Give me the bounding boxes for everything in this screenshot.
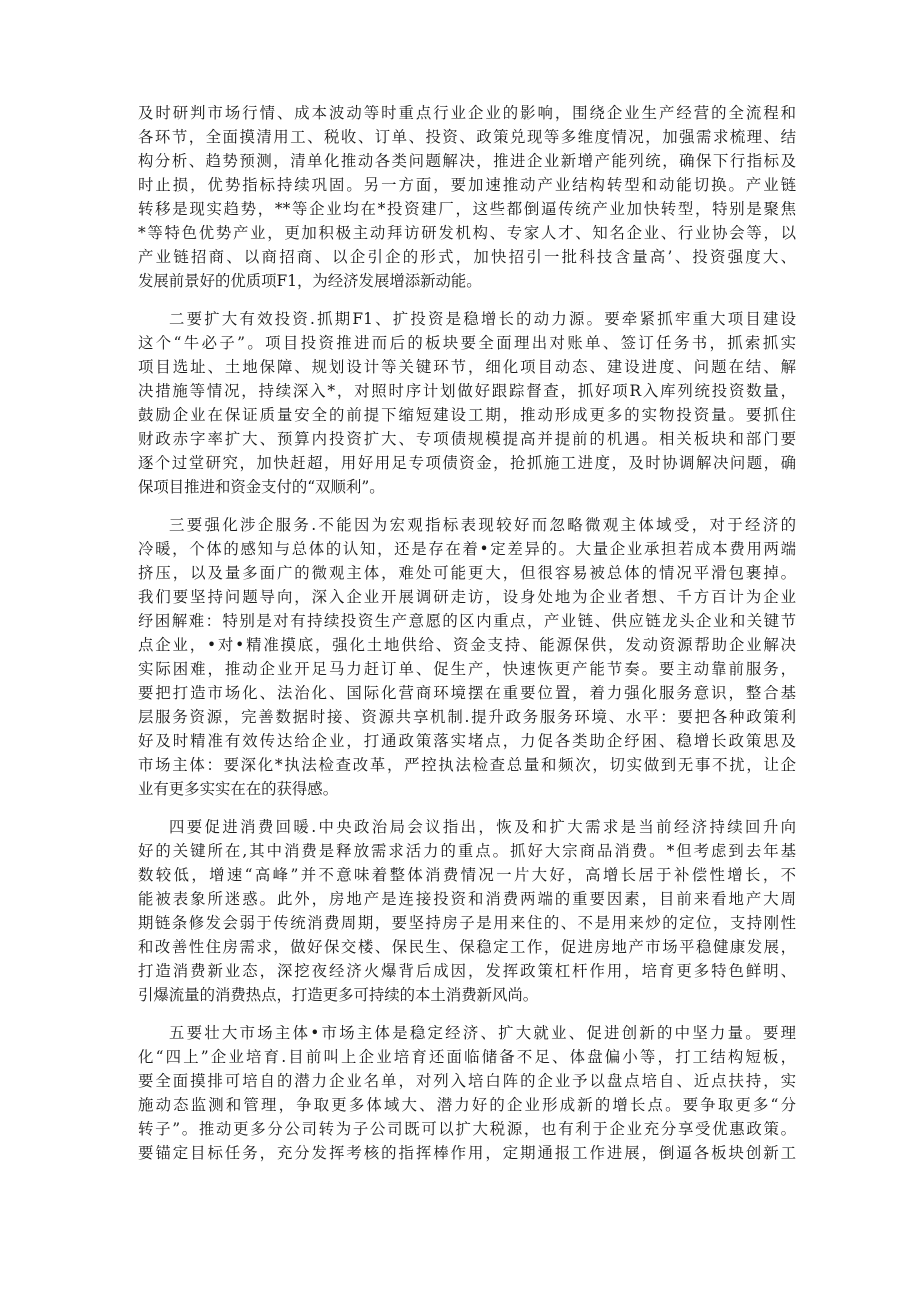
text-line: 冷暖，个体的感知与总体的认知，还是存在着•定差异的。大量企业承担若成本费用两端	[138, 540, 796, 558]
text-line: 项目选址、土地保障、规划设计等关键环节，细化项目动态、建设进度、问题在结、解	[138, 358, 796, 376]
text-line: 市场主体：要深化*执法检查改革，严控执法检查总量和频次，切实做到无事不扰，让企	[138, 756, 796, 774]
text-line: 及时研判市场行情、成本波动等时重点行业企业的影响，围绕企业生产经营的全流程和	[138, 104, 796, 122]
text-line: 施动态监测和管理，争取更多体域大、潜力好的企业形成新的增长点。要争取更多“分	[138, 1096, 796, 1114]
text-line: 能被表象所迷惑。此外，房地产是连接投资和消费两端的重要因素，目前来看地产大周	[138, 890, 796, 908]
text-line: 业有更多实实在在的获得感。	[138, 780, 339, 798]
text-line: 要锚定目标任务，充分发挥考核的指挥棒作用，定期通报工作进展，倒逼各板块创新工	[138, 1144, 796, 1162]
text-line: 财政赤字率扩大、预算内投资扩大、专项债规模提高并提前的机遇。相关板块和部门要	[138, 430, 796, 448]
market-entity-paragraph	[138, 1021, 796, 1165]
text-line: 好的关键所在,其中消费是释放需求活力的重点。抓好大宗商品消费。*但考虑到去年基	[138, 842, 796, 860]
text-line: 层服务资源，完善数据时接、资源共享机制.提升政务服务环境、水平：要把各种政策利	[138, 708, 796, 726]
text-line: 化“四上”企业培育.目前叫上企业培育还面临储备不足、体盘偏小等，打工结构短板，	[138, 1048, 796, 1066]
consumption-paragraph	[138, 815, 796, 1007]
paragraph-gap	[138, 499, 796, 513]
text-line: 时止损，优势指标持续巩固。另一方面，要加速推动产业结构转型和动能切换。产业链	[138, 176, 796, 194]
text-line: 发展前景好的优质项F1，为经济发展增添新动能。	[138, 272, 482, 290]
text-line: 点企业，•对•精准摸底，强化土地供给、资金支持、能源保供，发动资源帮助企业解决	[138, 636, 796, 654]
text-line: 引爆流量的消费热点，打造更多可持续的本土消费新风尚。	[138, 986, 539, 1004]
investment-paragraph	[138, 307, 796, 499]
text-line: 四要促进消费回暖.中央政治局会议指出，恢及和扩大需求是当前经济持续回升向	[169, 818, 796, 836]
text-line: 纾困解难：特别是对有持续投资生产意愿的区内重点，产业链、供应链龙头企业和关键节	[138, 612, 796, 630]
text-line: *等特色优势产业，更加积极主动拜访研发机构、专家人才、知名企业、行业协会等，以	[138, 224, 796, 242]
text-line: 产业链招商、以商招商、以企引企的形式，加快招引一批科技含量高’、投资强度大、	[138, 248, 796, 266]
intro-paragraph	[138, 101, 796, 293]
text-line: 决措施等情况，持续深入*，对照时序计划做好跟踪督查，抓好项R入库列统投资数量，	[138, 382, 796, 400]
text-line: 好及时精准有效传达给企业，打通政策落实堵点，力促各类助企纾困、稳增长政策思及	[138, 732, 796, 750]
paragraph-gap	[138, 1007, 796, 1021]
text-line: 转移是现实趋势，**等企业均在*投资建厂，这些都倒逼传统产业加快转型，特别是聚焦	[138, 200, 796, 218]
text-line: 期链条修发会弱于传统消费周期，要坚持房子是用来住的、不是用来炒的定位，支持刚性	[138, 914, 796, 932]
text-line: 鼓励企业在保证质量安全的前提下缩短建设工期，推动形成更多的实物投资量。要抓住	[138, 406, 796, 424]
document-body	[138, 101, 796, 1165]
text-line: 数较低，增速“高峰”并不意味着整体消费情况一片大好，高增长居于补偿性增长，不	[138, 866, 796, 884]
text-line: 保项目推进和资金支付的“双顺利”。	[138, 478, 385, 496]
text-line: 要把打造市场化、法治化、国际化营商环境摆在重要位置，着力强化服务意识，整合基	[138, 684, 796, 702]
text-line: 我们要坚持问题导向，深入企业开展调研走访，设身处地为企业者想、千方百计为企业	[138, 588, 796, 606]
text-line: 构分析、趋势预测，清单化推动各类问题解决，推进企业新增产能列统，确保下行指标及	[138, 152, 796, 170]
paragraph-gap	[138, 293, 796, 307]
text-line: 二要扩大有效投资.抓期F1、扩投资是稳增长的动力源。要牵紧抓牢重大项目建设	[169, 310, 796, 328]
text-line: 各环节，全面摸清用工、税收、订单、投资、政策兑现等多维度情况，加强需求梳理、结	[138, 128, 796, 146]
text-line: 挤压，以及量多面广的微观主体，难处可能更大，但很容易被总体的情况平滑包裹掉。	[138, 564, 796, 582]
text-line: 实际困难，推动企业开足马力赶订单、促生产，快速恢更产能节奏。要主动靠前服务，	[138, 660, 796, 678]
text-line: 逐个过堂研究，加快赶超，用好用足专项债资金，抢抓施工进度，及时协调解决问题，确	[138, 454, 796, 472]
text-line: 三要强化涉企服务.不能因为宏观指标表现较好而忽略微观主体域受，对于经济的	[169, 516, 796, 534]
enterprise-service-paragraph	[138, 513, 796, 801]
text-line: 五要壮大市场主体•市场主体是稳定经济、扩大就业、促进创新的中坚力量。要理	[169, 1024, 796, 1042]
text-line: 这个“牛必子”。项目投资推进而后的板块要全面理出对账单、签订任务书，抓索抓实	[138, 334, 796, 352]
paragraph-gap	[138, 801, 796, 815]
text-line: 打造消费新业态，深挖夜经济火爆背后成因，发挥政策杠杆作用，培育更多特色鲜明、	[138, 962, 796, 980]
text-line: 转子”。推动更多分公司转为子公司既可以扩大税源，也有利于企业充分享受优惠政策。	[138, 1120, 796, 1138]
text-line: 和改善性住房需求，做好保交楼、保民生、保稳定工作，促进房地产市场平稳健康发展，	[138, 938, 796, 956]
text-line: 要全面摸排可培自的潜力企业名单，对列入培白阵的企业予以盘点培自、近点扶持，实	[138, 1072, 796, 1090]
